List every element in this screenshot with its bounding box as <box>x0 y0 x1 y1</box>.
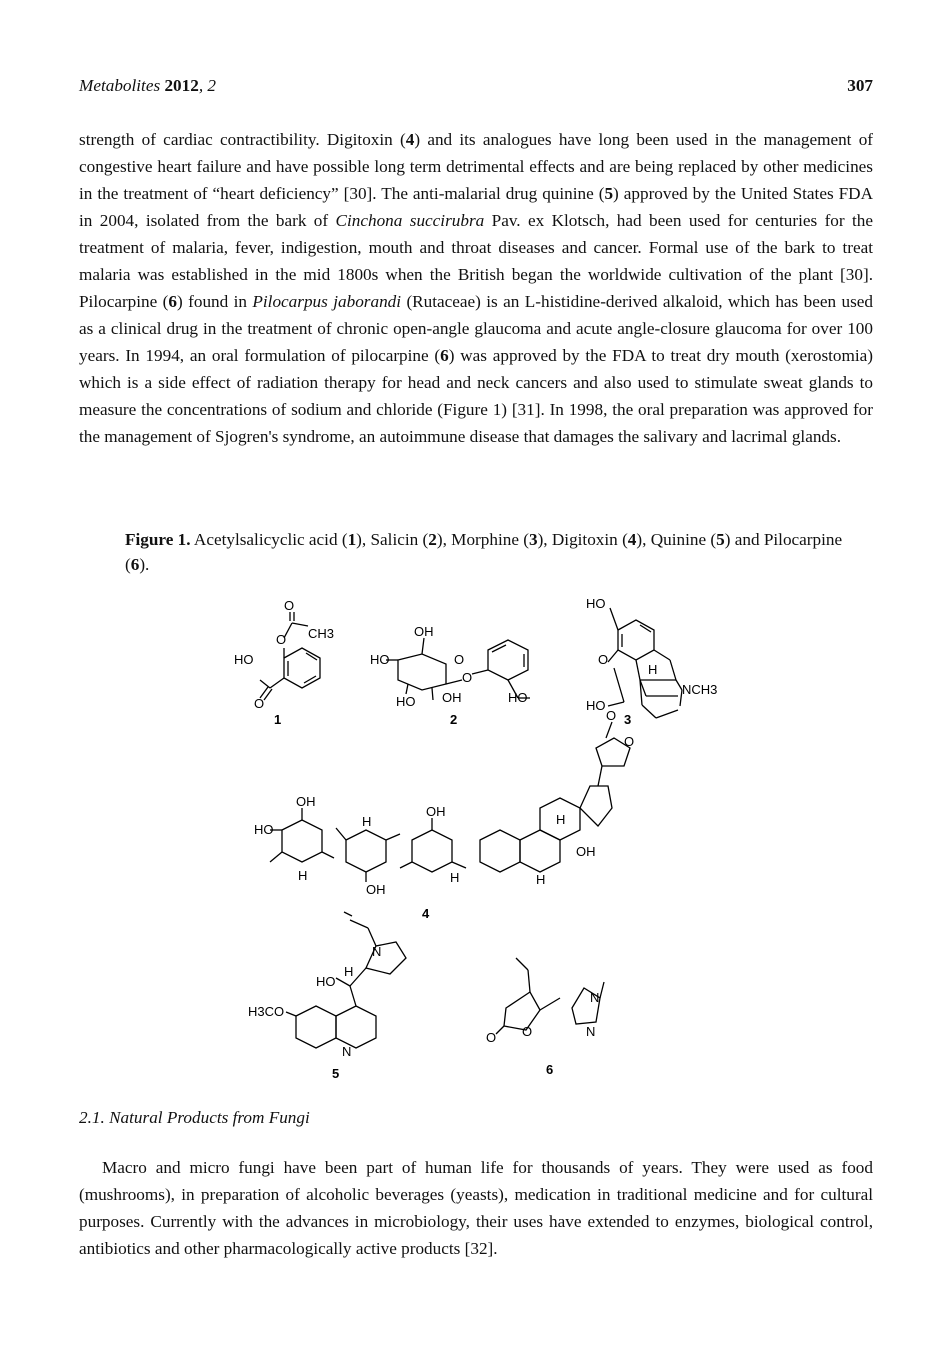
atom-label-o: O <box>598 652 609 667</box>
figure-caption-run: Acetylsalicyclic acid ( <box>190 530 348 549</box>
paragraph1-run: 5 <box>604 184 614 203</box>
figure-1-structures <box>200 590 760 1090</box>
page-header <box>79 76 873 98</box>
journal-citation: Metabolites 2012, 2 <box>79 76 217 95</box>
paragraph1-run: ) found in <box>177 292 253 311</box>
figure-caption-run: 6 <box>130 555 140 574</box>
figure-caption-run: 2 <box>428 530 437 549</box>
structure-5-drawing <box>286 912 406 1048</box>
atom-label-ho: HO <box>396 694 416 709</box>
paragraph1-run: ) was approved by the FDA to treat dry mouth (xerostomia) which is a side effect of radiation therapy for head and neck cancers and also used to stimulate sweat glands to measure the concentrations of sodium and chloride (Figure 1) [31]. In 1998, the oral preparation was approved for the management of Sjogren's syndrome, an autoimmune disease that damages the salivary and lacrimal glands. <box>79 346 873 446</box>
atom-label-o: O <box>624 734 635 749</box>
paragraph1-run: ) and its analogues have long been used in the management of congestive heart failure and have possible long term detrimental effects and are being replaced by other medicines in the treatment of “heart deficiency” [30]. The anti-malarial drug quinine ( <box>79 130 874 203</box>
paragraph1-run: Cinchona succirubra <box>335 211 485 230</box>
compound-label-5: 5 <box>332 1066 340 1081</box>
atom-label-oh: OH <box>576 844 596 859</box>
figure-caption-run: ), Salicin ( <box>356 530 429 549</box>
figure-caption-run: ) and Pilocarpine ( <box>125 530 843 574</box>
atom-label-o: O <box>454 652 465 667</box>
atom-label-ho: HO <box>234 652 254 667</box>
figure-caption-run: ). <box>139 555 150 574</box>
compound-label-2: 2 <box>450 712 458 727</box>
atom-label-h: H <box>344 964 354 979</box>
atom-label-o: O <box>486 1030 497 1045</box>
figure-caption-run: ), Morphine ( <box>436 530 529 549</box>
atom-label-oh: OH <box>366 882 386 897</box>
atom-label-n: N <box>586 1024 596 1039</box>
figure-caption-run: 3 <box>528 530 538 549</box>
paragraph1-run: 6 <box>440 346 449 365</box>
atom-label-o: O <box>462 670 473 685</box>
atom-label-ho: HO <box>508 690 528 705</box>
paragraph1-run: Pav. ex Klotsch, had been used for centuries for the treatment of malaria, fever, indigestion, mouth and throat diseases and cancer. Formal use of the bark to treat malaria was established in the mid 1800s when the British began the worldwide cultivation of the plant [30]. Pilocarpine ( <box>79 211 874 311</box>
atom-label-ho: HO <box>316 974 336 989</box>
body-paragraph-2: Macro and micro fungi have been part of human life for thousands of years. They were used as food (mushrooms), in preparation of alcoholic beverages (yeasts), medication in traditional medicine and for cultural purposes. Currently with the advances in microbiology, their uses have extended to enzymes, biological control, antibiotics and other pharmacologically active products [32]. <box>79 1158 873 1258</box>
figure-caption-run: ), Quinine ( <box>636 530 717 549</box>
atom-label-n: N <box>590 990 600 1005</box>
atom-label-h: H <box>298 868 308 883</box>
atom-label-ch3: CH3 <box>308 626 335 641</box>
atom-label-ho: HO <box>586 596 606 611</box>
atom-label-o: O <box>522 1024 533 1039</box>
paragraph1-run: strength of cardiac contractibility. Digitoxin ( <box>79 130 406 149</box>
structure-3-drawing <box>608 608 682 718</box>
atom-label-h: H <box>362 814 372 829</box>
paragraph1-run: ) approved by the United States FDA in 2004, isolated from the bark of <box>79 184 873 230</box>
body-paragraph-1 <box>79 126 873 450</box>
figure-caption <box>125 527 845 577</box>
paragraph1-run: 6 <box>168 292 177 311</box>
atom-label-oh: OH <box>296 794 316 809</box>
atom-label-n: N <box>372 944 382 959</box>
compound-label-4: 4 <box>422 906 430 921</box>
atom-label-oh: OH <box>426 804 446 819</box>
atom-label-oh: OH <box>442 690 462 705</box>
paragraph1-run: (Rutaceae) is an L-histidine-derived alkaloid, which has been used as a clinical drug in the treatment of chronic open-angle glaucoma and acute angle-closure glaucoma for over 100 years. In 1994, an oral formulation of pilocarpine ( <box>79 292 873 365</box>
structure-6-drawing <box>496 958 604 1034</box>
compound-label-3: 3 <box>624 712 632 727</box>
figure-caption-run: Figure 1. <box>125 530 191 549</box>
atom-label-oh: OH <box>414 624 434 639</box>
atom-label-ho: HO <box>586 698 606 713</box>
compound-label-6: 6 <box>546 1062 554 1077</box>
figure-caption-run: ), Digitoxin ( <box>537 530 628 549</box>
page-number: 307 <box>847 76 873 95</box>
atom-label-h3co: H3CO <box>248 1004 285 1019</box>
atom-label-h: H <box>536 872 546 887</box>
atom-label-nch3: NCH3 <box>682 682 718 697</box>
section-heading: 2.1. Natural Products from Fungi <box>79 1108 310 1127</box>
atom-label-ho: HO <box>370 652 390 667</box>
atom-label-o: O <box>254 696 265 711</box>
atom-label-h: H <box>450 870 460 885</box>
figure-caption-run: 1 <box>347 530 357 549</box>
figure-caption-run: 5 <box>716 530 725 549</box>
atom-label-h: H <box>648 662 658 677</box>
paragraph1-run: 4 <box>405 130 415 149</box>
atom-label-n: N <box>342 1044 352 1059</box>
atom-label-o: O <box>606 708 617 723</box>
figure-caption-run: 4 <box>627 530 637 549</box>
atom-label-ho: HO <box>254 822 274 837</box>
atom-label-h: H <box>556 812 566 827</box>
atom-label-o: O <box>284 598 295 613</box>
compound-label-1: 1 <box>274 712 282 727</box>
paragraph1-run: Pilocarpus jaborandi <box>252 292 402 311</box>
atom-label-o: O <box>276 632 287 647</box>
